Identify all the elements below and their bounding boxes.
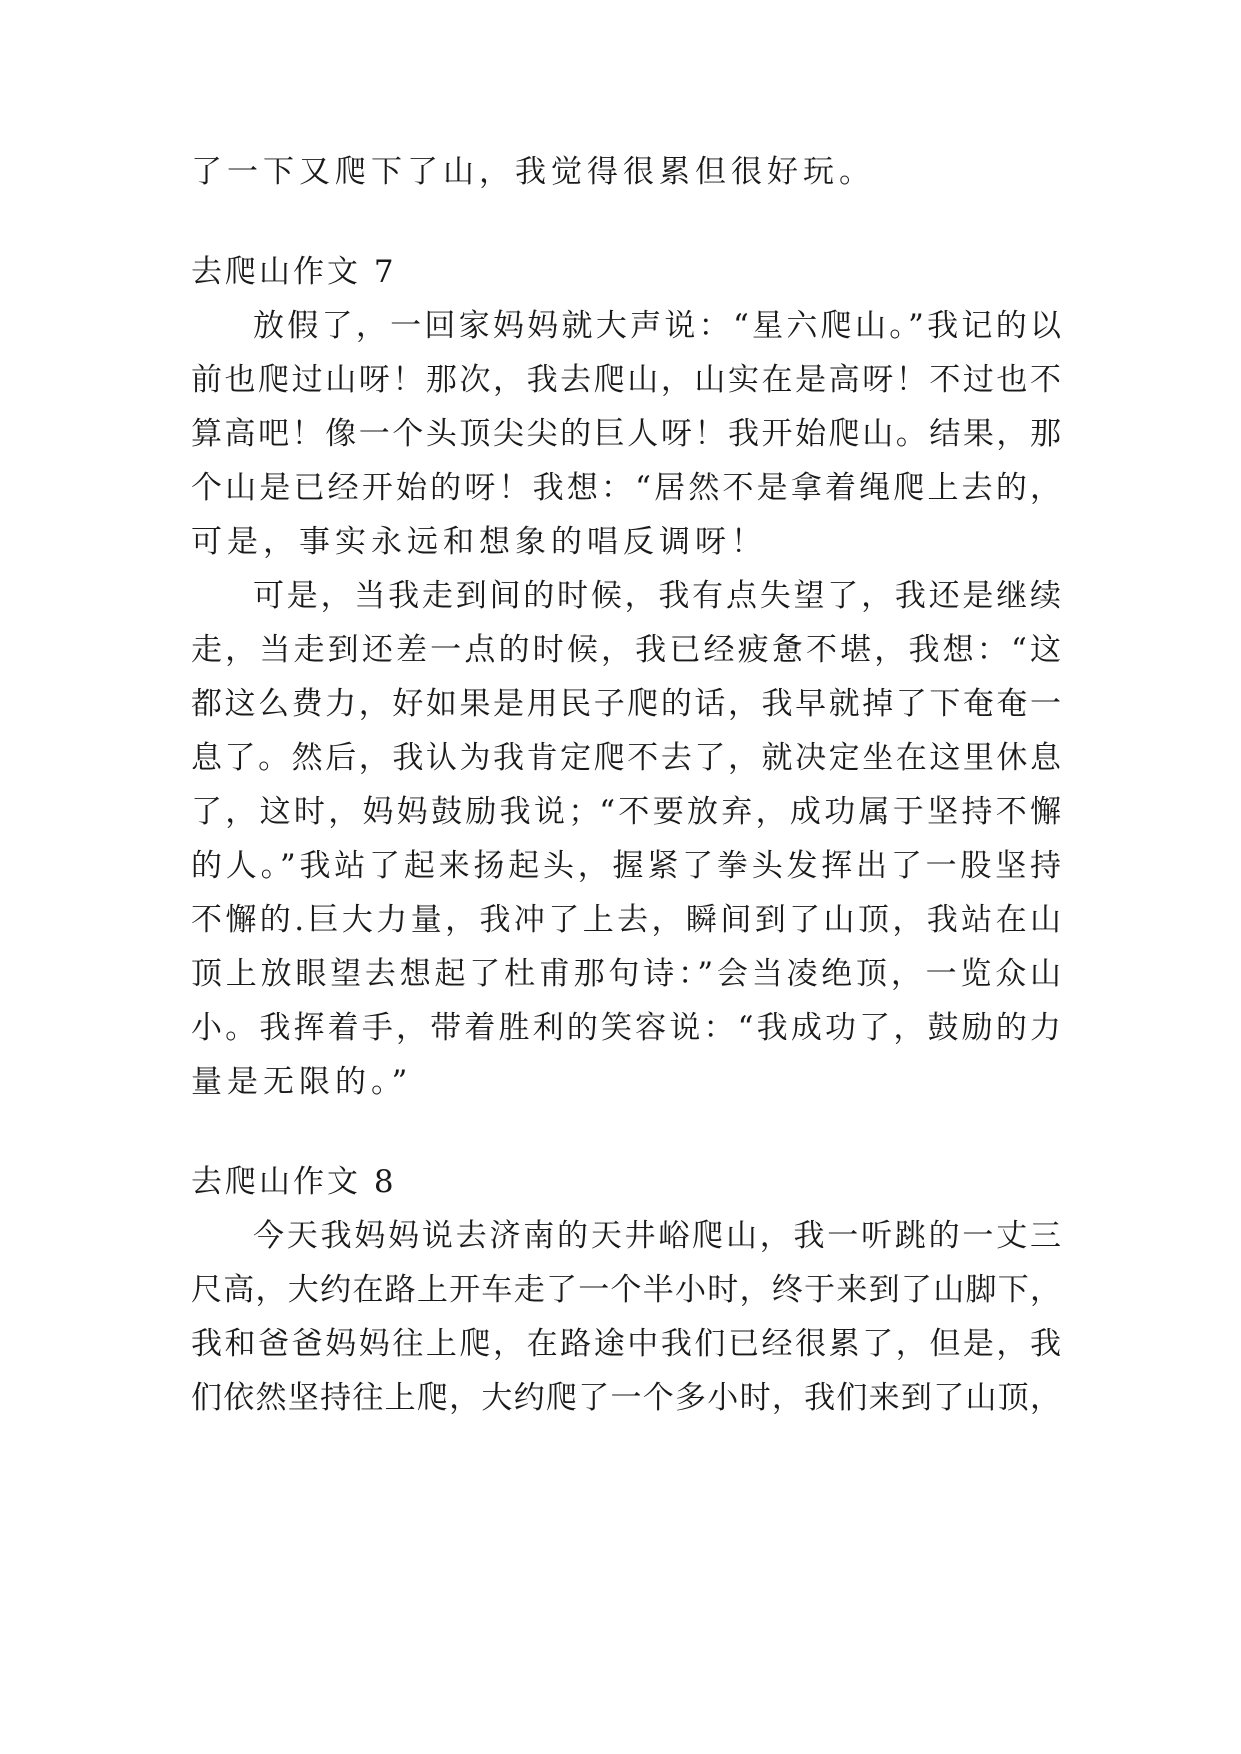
paragraph-line: 算高吧！像一个头顶尖尖的巨人呀！我开始爬山。结果，那 — [191, 416, 1061, 452]
paragraph-line: 顶上放眼望去想起了杜甫那句诗：”会当凌绝顶，一览众山 — [191, 956, 1061, 992]
paragraph-line: 可是，当我走到间的时候，我有点失望了，我还是继续 — [253, 578, 1061, 614]
section-heading-7: 去爬山作文 7 — [191, 254, 397, 290]
paragraph-line: 放假了，一回家妈妈就大声说：“星六爬山。”我记的以 — [253, 308, 1061, 344]
paragraph-line: 可是，事实永远和想象的唱反调呀！ — [191, 524, 767, 560]
paragraph-line: 都这么费力，好如果是用民子爬的话，我早就掉了下奄奄一 — [191, 686, 1061, 722]
paragraph-line: 量是无限的。” — [191, 1064, 413, 1100]
paragraph-line: 了，这时，妈妈鼓励我说；“不要放弃，成功属于坚持不懈 — [191, 794, 1061, 830]
paragraph-line: 小。我挥着手，带着胜利的笑容说：“我成功了，鼓励的力 — [191, 1010, 1061, 1046]
paragraph-line: 不懈的.巨大力量，我冲了上去，瞬间到了山顶，我站在山 — [191, 902, 1061, 938]
paragraph-line: 今天我妈妈说去济南的天井峪爬山，我一听跳的一丈三 — [253, 1218, 1061, 1254]
paragraph-line: 我和爸爸妈妈往上爬，在路途中我们已经很累了，但是，我 — [191, 1326, 1061, 1362]
paragraph-line: 尺高，大约在路上开车走了一个半小时，终于来到了山脚下， — [191, 1272, 1061, 1308]
section-heading-8: 去爬山作文 8 — [191, 1164, 397, 1200]
paragraph-line: 了一下又爬下了山，我觉得很累但很好玩。 — [191, 154, 875, 190]
paragraph-line: 走，当走到还差一点的时候，我已经疲惫不堪，我想：“这 — [191, 632, 1061, 668]
paragraph-line: 的人。”我站了起来扬起头，握紧了拳头发挥出了一股坚持 — [191, 848, 1061, 884]
paragraph-line: 个山是已经开始的呀！我想：“居然不是拿着绳爬上去的， — [191, 470, 1061, 506]
paragraph-line: 前也爬过山呀！那次，我去爬山，山实在是高呀！不过也不 — [191, 362, 1061, 398]
paragraph-line: 们依然坚持往上爬，大约爬了一个多小时，我们来到了山顶， — [191, 1380, 1061, 1416]
paragraph-line: 息了。然后，我认为我肯定爬不去了，就决定坐在这里休息 — [191, 740, 1061, 776]
